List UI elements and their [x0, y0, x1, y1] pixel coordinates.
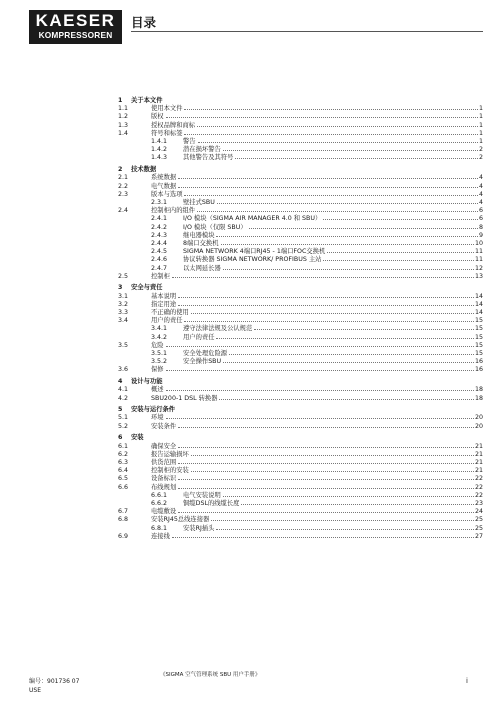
toc-entry[interactable] [118, 533, 483, 541]
toc-leader-dots [216, 235, 478, 237]
toc-number: 6.8 [118, 516, 129, 524]
toc-page-number: 6 [478, 207, 483, 215]
toc-leader-dots [249, 227, 478, 229]
toc-page-number: 21 [474, 450, 483, 458]
toc-entry[interactable] [118, 508, 483, 516]
toc-page-number: 4 [478, 198, 483, 206]
toc-number: 3.4.2 [151, 333, 168, 341]
toc-title: 版权 [151, 113, 164, 121]
toc-number: 6.8.1 [151, 524, 168, 532]
toc-title: SBU200-1 DSL 转换器 [151, 394, 218, 402]
toc-page-number: 11 [474, 248, 483, 256]
toc-number: 6.2 [118, 450, 129, 458]
toc-number: 6.7 [118, 508, 129, 516]
toc-leader-dots [184, 108, 478, 110]
toc-entry[interactable] [118, 293, 483, 301]
toc-title: 控制柜的安装 [151, 467, 189, 475]
toc-leader-dots [221, 243, 474, 245]
toc-page-number: 21 [474, 458, 483, 466]
toc-number: 3.6 [118, 366, 129, 374]
toc-entry[interactable] [151, 232, 483, 240]
toc-title: 控制柜 [151, 272, 170, 280]
toc-entry[interactable] [118, 113, 483, 121]
toc-page-number: 16 [474, 358, 483, 366]
toc-leader-dots [197, 210, 478, 212]
toc-leader-dots [229, 353, 474, 355]
toc-page-number: 27 [474, 532, 483, 540]
toc-leader-dots [235, 157, 478, 159]
toc-number: 5.2 [118, 422, 129, 430]
toc-number: 1.4.1 [151, 138, 168, 145]
toc-title: 概述 [151, 386, 164, 394]
toc-page-number: 18 [474, 394, 483, 402]
toc-title: SIGMA NETWORK 4端口RJ45 - 1端口FOC交换机 [183, 248, 326, 256]
toc-chapter[interactable] [118, 97, 483, 105]
toc-entry[interactable] [118, 105, 483, 113]
toc-chapter[interactable] [118, 434, 483, 442]
toc-leader-dots [254, 328, 474, 330]
toc-title: 协议转换器 SIGMA NETWORK/ PROFIBUS 主站 [183, 256, 322, 264]
toc-title: 用户的责任 [151, 317, 183, 325]
toc-title: 以太网延长器 [183, 264, 221, 272]
toc-entry[interactable] [151, 154, 483, 162]
toc-leader-dots [172, 276, 474, 278]
toc-page-number: 1 [478, 113, 483, 121]
toc-entry[interactable] [118, 414, 483, 422]
toc-entry[interactable] [118, 183, 483, 191]
toc-title: 安装条件 [151, 422, 177, 430]
toc-number: 1.4 [118, 129, 129, 137]
toc-number: 4 [118, 378, 123, 386]
toc-title: 电气数据 [151, 182, 177, 190]
toc-number: 2.5 [118, 272, 129, 280]
toc-page-number: 18 [474, 386, 483, 394]
toc-page-number: 16 [474, 366, 483, 374]
toc-page-number: 10 [474, 239, 483, 247]
toc-title: 连接线 [151, 532, 170, 540]
toc-page-number: 15 [474, 333, 483, 341]
logo-line1: KAESER [35, 11, 116, 30]
toc-entry[interactable] [118, 309, 483, 317]
toc-entry[interactable] [118, 443, 483, 451]
toc-leader-dots [223, 149, 478, 151]
logo-line2: KOMPRESSOREN [38, 30, 113, 40]
toc-page-number: 22 [474, 491, 483, 499]
toc-number: 3 [118, 284, 123, 292]
toc-number: 3.3 [118, 309, 129, 316]
toc-title: 继电器模块 [183, 231, 215, 239]
toc-number: 3.4 [118, 317, 129, 325]
toc-page-number: 22 [474, 483, 483, 491]
toc-entry[interactable] [118, 423, 483, 431]
toc-entry[interactable] [118, 301, 483, 309]
toc-title: 布线规划 [151, 483, 177, 491]
toc-entry[interactable] [118, 317, 483, 325]
toc-number: 6.5 [118, 475, 129, 483]
toc-leader-dots [241, 503, 474, 505]
toc-number: 2 [118, 166, 123, 174]
footer-doc-no: 编号：901736 07 [29, 678, 80, 685]
toc-number: 6.3 [118, 458, 129, 466]
toc-title: 危险 [151, 341, 164, 349]
toc-entry[interactable] [151, 215, 483, 223]
toc-page-number: 14 [474, 300, 483, 308]
toc-number: 2.2 [118, 182, 129, 190]
toc-chapter[interactable] [118, 284, 483, 292]
toc-title: 保修 [151, 366, 164, 374]
toc-entry[interactable] [118, 386, 483, 394]
toc-page-number: 15 [474, 317, 483, 325]
toc-title: 控制柜内的组件 [151, 207, 196, 215]
toc-leader-dots [178, 487, 474, 489]
toc-leader-dots [166, 116, 478, 118]
toc-leader-dots [178, 462, 474, 464]
toc-leader-dots [178, 511, 474, 513]
toc-page-number: 25 [474, 524, 483, 532]
toc-number: 3.4.1 [151, 325, 168, 333]
toc-chapter[interactable] [118, 378, 483, 386]
toc-leader-dots [223, 495, 474, 497]
toc-title: 设计与功能 [131, 378, 163, 386]
toc-leader-dots [216, 528, 474, 530]
toc-number: 2.4.3 [151, 231, 168, 239]
toc-entry[interactable] [151, 256, 483, 264]
toc-entry[interactable] [151, 224, 483, 232]
toc-leader-dots [323, 218, 478, 220]
toc-leader-dots [166, 417, 474, 419]
toc-title: 基本说明 [151, 292, 177, 300]
toc-leader-dots [184, 194, 478, 196]
toc-title: 环境 [151, 414, 164, 422]
toc-number: 6.6.1 [151, 491, 168, 499]
toc-title: 用户的责任 [183, 333, 215, 341]
toc-number: 2.4.5 [151, 248, 168, 256]
toc-number: 1.3 [118, 121, 129, 129]
toc-title: 指定用途 [151, 300, 177, 308]
toc-leader-dots [219, 398, 474, 400]
toc-title: 潜在损坏警告 [183, 146, 221, 154]
toc-leader-dots [178, 186, 478, 188]
toc-entry[interactable] [151, 350, 483, 358]
toc-entry[interactable] [151, 525, 483, 533]
toc-page-number: 14 [474, 292, 483, 300]
toc-number: 1.2 [118, 113, 129, 121]
toc-title: 技术数据 [131, 166, 157, 174]
toc-number: 2.4.1 [151, 215, 168, 223]
toc-leader-dots [191, 454, 474, 456]
toc-leader-dots [191, 470, 474, 472]
toc-page-number: 15 [474, 325, 483, 333]
toc-number: 2.1 [118, 174, 129, 182]
toc-leader-dots [198, 141, 478, 143]
toc-page-number: 14 [474, 309, 483, 316]
toc-page-number: 15 [474, 350, 483, 357]
toc-entry[interactable] [151, 265, 483, 273]
toc-page-number: 11 [474, 256, 483, 264]
toc-number: 2.4.4 [151, 239, 168, 247]
toc-leader-dots [172, 536, 474, 538]
toc-entry[interactable] [151, 492, 483, 500]
toc-number: 3.5.1 [151, 350, 168, 357]
toc-entry[interactable] [118, 207, 483, 215]
toc-number: 6.1 [118, 442, 129, 450]
toc-entry[interactable] [151, 500, 483, 508]
toc-entry[interactable] [118, 191, 483, 199]
toc-page-number: 1 [478, 121, 483, 129]
toc-leader-dots [184, 320, 474, 322]
toc-page-number: 9 [478, 231, 483, 239]
toc-number: 1.4.2 [151, 146, 168, 154]
toc-title: 版本与选项 [151, 190, 183, 198]
toc-title: 遵守法律法规及公认规范 [183, 325, 253, 333]
toc-title: 安全操作SBU [183, 358, 222, 366]
toc-title: 系统数据 [151, 174, 177, 182]
toc-leader-dots [197, 125, 478, 127]
page-title: 目录 [131, 15, 157, 30]
toc-number: 2.4 [118, 207, 129, 215]
toc-title: 安装 [131, 434, 144, 442]
toc-chapter[interactable] [118, 406, 483, 414]
toc-number: 3.5 [118, 341, 129, 349]
toc-number: 2.3 [118, 190, 129, 198]
toc-entry[interactable] [118, 366, 483, 374]
toc-entry[interactable] [118, 516, 483, 524]
toc-title: 不正确的使用 [151, 309, 189, 316]
toc-page-number: 12 [474, 264, 483, 272]
toc-title: 安全与责任 [131, 284, 163, 292]
toc-leader-dots [166, 389, 474, 391]
toc-entry[interactable] [118, 451, 483, 459]
toc-leader-dots [178, 177, 478, 179]
toc-leader-dots [223, 361, 474, 363]
toc-leader-dots [184, 133, 478, 135]
toc-entry[interactable] [118, 130, 483, 138]
toc-number: 4.2 [118, 394, 129, 402]
toc-page-number: 24 [474, 508, 483, 516]
toc-entry[interactable] [118, 395, 483, 403]
toc-leader-dots [178, 478, 474, 480]
toc-page-number: 15 [474, 341, 483, 349]
toc-number: 1 [118, 97, 123, 104]
toc-page-number: 21 [474, 442, 483, 450]
toc-entry[interactable] [118, 273, 483, 281]
toc-page-number: 25 [474, 516, 483, 524]
toc-title: 使用本文件 [151, 105, 183, 113]
toc-entry[interactable] [118, 475, 483, 483]
toc-page-number: 2 [478, 146, 483, 154]
toc-number: 3.5.2 [151, 358, 168, 366]
toc-title: I/O 模块（SIGMA AIR MANAGER 4.0 和 SBU） [183, 215, 322, 223]
toc-title: 铜缆DSL的线缆长度 [183, 499, 240, 507]
toc-number: 6.9 [118, 532, 129, 540]
toc-title: 安装RJ45总线连接器 [151, 516, 210, 524]
toc-number: 1.4.3 [151, 154, 168, 162]
toc-page-number: 1 [478, 138, 483, 145]
toc-title: 电缆敷设 [151, 508, 177, 516]
toc-entry[interactable] [151, 240, 483, 248]
toc-number: 5.1 [118, 414, 129, 422]
toc-leader-dots [178, 304, 474, 306]
toc-title: 确保安全 [151, 442, 177, 450]
toc-page-number: 8 [478, 223, 483, 231]
toc-leader-dots [166, 369, 474, 371]
toc-page-number: 2 [478, 154, 483, 162]
toc-number: 2.4.2 [151, 223, 168, 231]
toc-leader-dots [178, 446, 474, 448]
toc-page-number: 21 [474, 467, 483, 475]
toc-number: 6.4 [118, 467, 129, 475]
toc-leader-dots [178, 426, 474, 428]
footer-page-number: i [466, 677, 468, 685]
footer-lang: USE [29, 687, 41, 694]
toc-chapter[interactable] [118, 166, 483, 174]
toc-entry[interactable] [118, 174, 483, 182]
toc-leader-dots [217, 202, 478, 204]
toc-page-number: 1 [478, 129, 483, 137]
toc-page-number: 6 [478, 215, 483, 223]
toc-entry[interactable] [118, 484, 483, 492]
toc-page-number: 20 [474, 422, 483, 430]
toc-page-number: 4 [478, 182, 483, 190]
toc-number: 2.3.1 [151, 198, 168, 206]
toc-page-number: 1 [478, 105, 483, 113]
toc-title: 关于本文件 [131, 97, 163, 104]
toc-title: 安全处理危险源 [183, 350, 228, 357]
footer-doc-id [29, 677, 79, 695]
toc-leader-dots [223, 268, 474, 270]
toc-title: 安装RJ插头 [183, 524, 215, 532]
toc-number: 5 [118, 406, 123, 414]
toc-number: 3.1 [118, 292, 129, 300]
toc-entry[interactable] [151, 358, 483, 366]
toc-leader-dots [178, 296, 474, 298]
toc-entry[interactable] [151, 334, 483, 342]
toc-page-number: 20 [474, 414, 483, 422]
toc-title: 警告 [183, 138, 196, 145]
toc-number: 1.1 [118, 105, 129, 113]
toc-number: 6 [118, 434, 123, 442]
toc-entry[interactable] [118, 459, 483, 467]
toc-number: 3.2 [118, 300, 129, 308]
toc-entry[interactable] [151, 199, 483, 207]
toc-entry[interactable] [118, 467, 483, 475]
toc-leader-dots [327, 251, 474, 253]
toc-title: 安装与运行条件 [131, 406, 176, 414]
toc-title: I/O 模块（仅限 SBU） [183, 223, 247, 231]
toc-title: 授权品牌和商标 [151, 121, 196, 129]
toc-title: 8端口交换机 [183, 239, 219, 247]
toc-page-number: 4 [478, 174, 483, 182]
toc-number: 2.4.6 [151, 256, 168, 264]
toc-title: 符号和标签 [151, 129, 183, 137]
toc-leader-dots [216, 337, 474, 339]
toc-title: 供货范围 [151, 458, 177, 466]
toc-page-number: 13 [474, 272, 483, 280]
toc-number: 2.4.7 [151, 264, 168, 272]
toc-number: 6.6 [118, 483, 129, 491]
toc-leader-dots [211, 519, 474, 521]
toc-number: 4.1 [118, 386, 129, 394]
toc-entry[interactable] [151, 325, 483, 333]
toc-leader-dots [323, 259, 474, 261]
toc-page-number: 22 [474, 475, 483, 483]
toc-page-number: 23 [474, 499, 483, 507]
toc-page-number: 4 [478, 190, 483, 198]
toc-number: 6.6.2 [151, 499, 168, 507]
toc-title: 壁挂式SBU [183, 198, 215, 206]
toc-entry[interactable] [151, 248, 483, 256]
toc-title: 报告运输损坏 [151, 450, 189, 458]
toc-leader-dots [191, 312, 474, 314]
toc-title: 其他警告及其符号 [183, 154, 234, 162]
toc-entry[interactable] [118, 122, 483, 130]
toc-title: 设备标识 [151, 475, 177, 483]
footer-doc-title: 《SIGMA 空气管理系统 SBU 用户手册》 [160, 672, 261, 678]
toc-title: 电气安装说明 [183, 491, 221, 499]
toc-leader-dots [166, 345, 474, 347]
toc-entry[interactable] [118, 342, 483, 350]
toc-entry[interactable] [151, 138, 483, 146]
toc-entry[interactable] [151, 146, 483, 154]
